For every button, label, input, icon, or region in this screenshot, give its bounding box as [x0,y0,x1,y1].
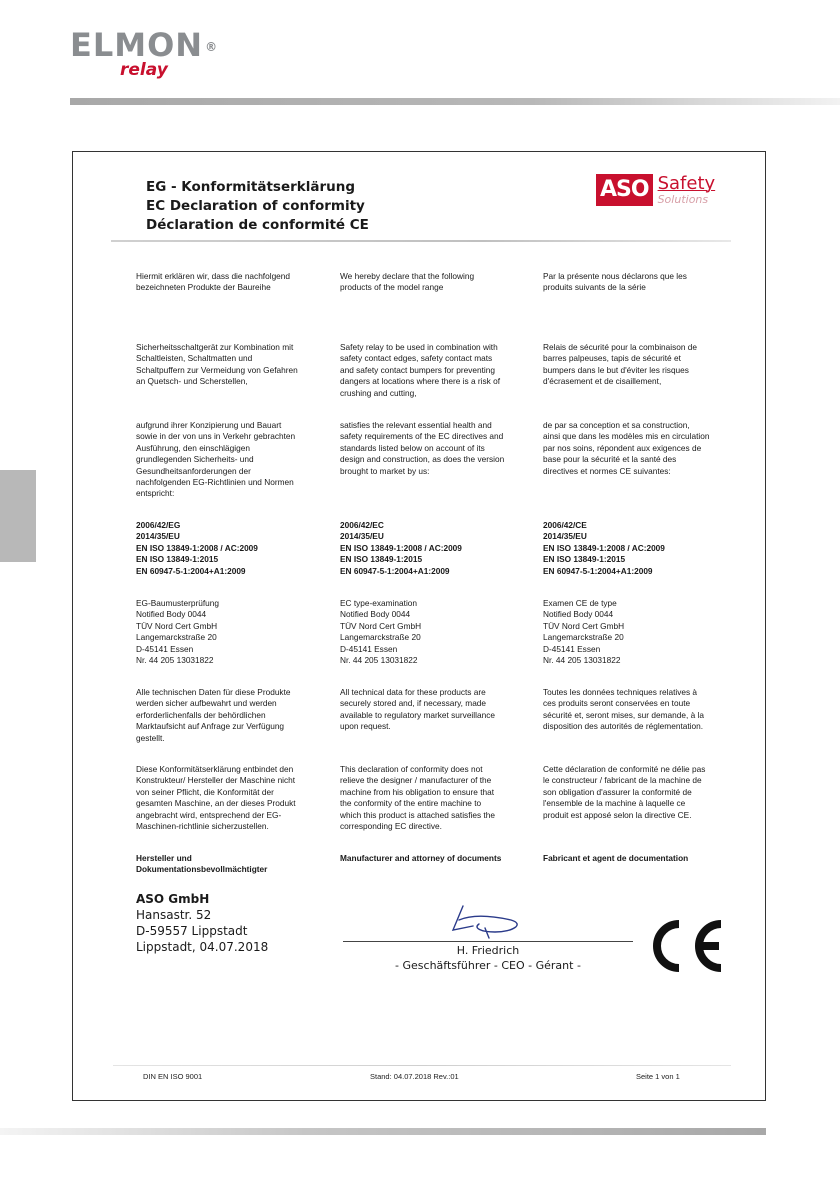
exam-line: Nr. 44 205 13031822 [543,655,621,666]
exam-line: D-45141 Essen [340,643,398,654]
aso-logo-mark: ASO [596,174,653,206]
footer-revision: Stand: 04.07.2018 Rev.:01 [370,1072,459,1081]
directives-list [136,520,331,577]
exam-line: Examen CE de type [543,598,617,608]
product-text: Safety relay to be used in combination with safety contact edges, safety contact mats and safety contact bumpers for preventing dangers at locations where there is a risk of crushing and cutting, [340,342,501,398]
company-name: ASO GmbH [136,892,210,906]
exam-line: Langemarckstraße 20 [340,632,421,643]
directive: EN ISO 13849-1:2015 [543,554,626,565]
company-street: Hansastr. 52 [136,908,212,922]
elmon-relay-logo [70,28,218,78]
directive: 2006/42/EG [136,520,181,530]
signature-line [343,941,633,942]
intro-text: Par la présente nous déclarons que les produits suivants de la série [543,271,687,293]
data-storage-text: Toutes les données techniques relatives à ces produits seront conservées en toute sécurité et, seront mises, sur demande, à la disposition des autorités de réglementation. [543,687,704,732]
data-storage-text: Alle technischen Daten für diese Produkte werden sicher aufbewahrt und werden erforderlichenfalls der behördlichen Marktaufsicht auf Anfrage zur Verfügung gestellt. [136,687,291,743]
signature-image [433,898,533,944]
aso-safety-logo [596,174,715,206]
place-date: Lippstadt, 04.07.2018 [136,940,269,954]
product-text: Relais de sécurité pour la combinaison de barres palpeuses, tapis de sécurité et bumpers dans le but d'éviter les risques d'écrasement et de cisaillement, [543,342,698,387]
exam-line: Langemarckstraße 20 [136,632,217,643]
ce-mark-icon [647,918,727,974]
signer-name: H. Friedrich [456,944,520,957]
signer-title: - Geschäftsführer - CEO - Gérant - [395,959,581,972]
heading-en: EC Declaration of conformity [146,198,365,214]
header-bar [70,98,840,105]
exam-line: TÜV Nord Cert GmbH [543,620,625,631]
directive: 2006/42/EC [340,520,384,530]
footer-iso: DIN EN ISO 9001 [143,1072,203,1081]
brand-name: ELMON [70,26,204,64]
exam-line: Langemarckstraße 20 [543,632,624,643]
examination-block [136,598,331,666]
document-heading [146,178,369,235]
heading-de: EG - Konformitätserklärung [146,179,356,195]
basis-text: aufgrund ihrer Konzipierung und Bauart sowie in der von uns in Verkehr gebrachten Ausführung, den einschlägigen grundlegenden Sicherheits- und Gesundheitsanforderungen der nachfolgenden EG-Richtlinien und Normen entspricht: [136,420,296,499]
directive: EN ISO 13849-1:2008 / AC:2009 [340,542,462,553]
product-text: Sicherheitsschaltgerät zur Kombination mit Schaltleisten, Schaltmatten und Schaltpuffern zur Vermeidung von Gefahren an Quetsch- und Scherstellen, [136,342,298,387]
registered-mark: ® [205,40,219,54]
directive: 2014/35/EU [136,531,180,542]
directives-list [543,520,738,577]
intro-text: We hereby declare that the following products of the model range [340,271,475,293]
directive: 2014/35/EU [543,531,587,542]
exam-line: D-45141 Essen [543,643,601,654]
exam-line: Notified Body 0044 [543,609,614,620]
exam-line: EG-Baumusterprüfung [136,598,220,608]
directive: EN 60947-5-1:2004+A1:2009 [136,565,246,576]
heading-divider [111,240,731,242]
basis-text: satisfies the relevant essential health and safety requirements of the EC directives and standards listed below on account of its design and construction, as does the version brought to market by us: [340,420,505,476]
signer-block [343,943,633,973]
footer-bar [0,1128,766,1135]
aso-logo-solutions: Solutions [657,193,709,206]
release-text: Cette déclaration de conformité ne délie pas le constructeur / fabricant de la machine de son obligation d'assurer la conformité de l'ensemble de la machine à laquelle ce produit est apposé selon la directive CE. [543,764,706,820]
directive: EN 60947-5-1:2004+A1:2009 [340,565,450,576]
intro-text: Hiermit erklären wir, dass die nachfolgend bezeichneten Produkte der Baureihe [136,271,291,293]
data-storage-text: All technical data for these products are securely stored and, if necessary, made available to regulatory market surveillance upon request. [340,687,495,732]
directive: EN ISO 13849-1:2015 [136,554,219,565]
examination-block [543,598,738,666]
release-text: This declaration of conformity does not relieve the designer / manufacturer of the machine from his obligation to ensure that the conformity of the entire machine to which this product is attached satisfies the corresponding EC directive. [340,764,495,832]
examination-block [340,598,535,666]
directive: EN ISO 13849-1:2008 / AC:2009 [136,542,258,553]
aso-logo-safety: Safety [657,173,716,194]
exam-line: D-45141 Essen [136,643,194,654]
directive: 2006/42/CE [543,520,587,530]
footer-divider [113,1065,731,1066]
exam-line: EC type-examination [340,598,418,608]
side-tab [0,470,36,562]
role-label: Fabricant et agent de documentation [543,853,689,863]
role-label: Manufacturer and attorney of documents [340,853,502,863]
company-address [136,891,268,955]
footer-page: Seite 1 von 1 [636,1072,680,1081]
release-text: Diese Konformitätserklärung entbindet den Konstrukteur/ Hersteller der Maschine nicht von seiner Pflicht, die Konformität der gesamten Maschine, an der dieses Produkt angebracht wird, entsprechend der EG- Maschinen-richtlinie sicherzustellen. [136,764,296,832]
exam-line: Notified Body 0044 [136,609,207,620]
basis-text: de par sa conception et sa construction, ainsi que dans les modèles mis en circulation par nos soins, répondent aux exigences de base pour la sécurité et la santé des directives et normes CE suivantes: [543,420,710,476]
brand-subtitle: relay [120,60,168,80]
directives-list [340,520,535,577]
directive: EN 60947-5-1:2004+A1:2009 [543,565,653,576]
role-label: Hersteller und Dokumentationsbevollmächtigter [136,853,268,875]
directive: 2014/35/EU [340,531,384,542]
heading-fr: Déclaration de conformité CE [146,217,369,233]
exam-line: Nr. 44 205 13031822 [136,655,214,666]
declaration-document [72,151,766,1101]
exam-line: Nr. 44 205 13031822 [340,655,418,666]
directive: EN ISO 13849-1:2008 / AC:2009 [543,542,665,553]
exam-line: TÜV Nord Cert GmbH [136,620,218,631]
exam-line: TÜV Nord Cert GmbH [340,620,422,631]
directive: EN ISO 13849-1:2015 [340,554,423,565]
company-city: D-59557 Lippstadt [136,924,248,938]
exam-line: Notified Body 0044 [340,609,411,620]
